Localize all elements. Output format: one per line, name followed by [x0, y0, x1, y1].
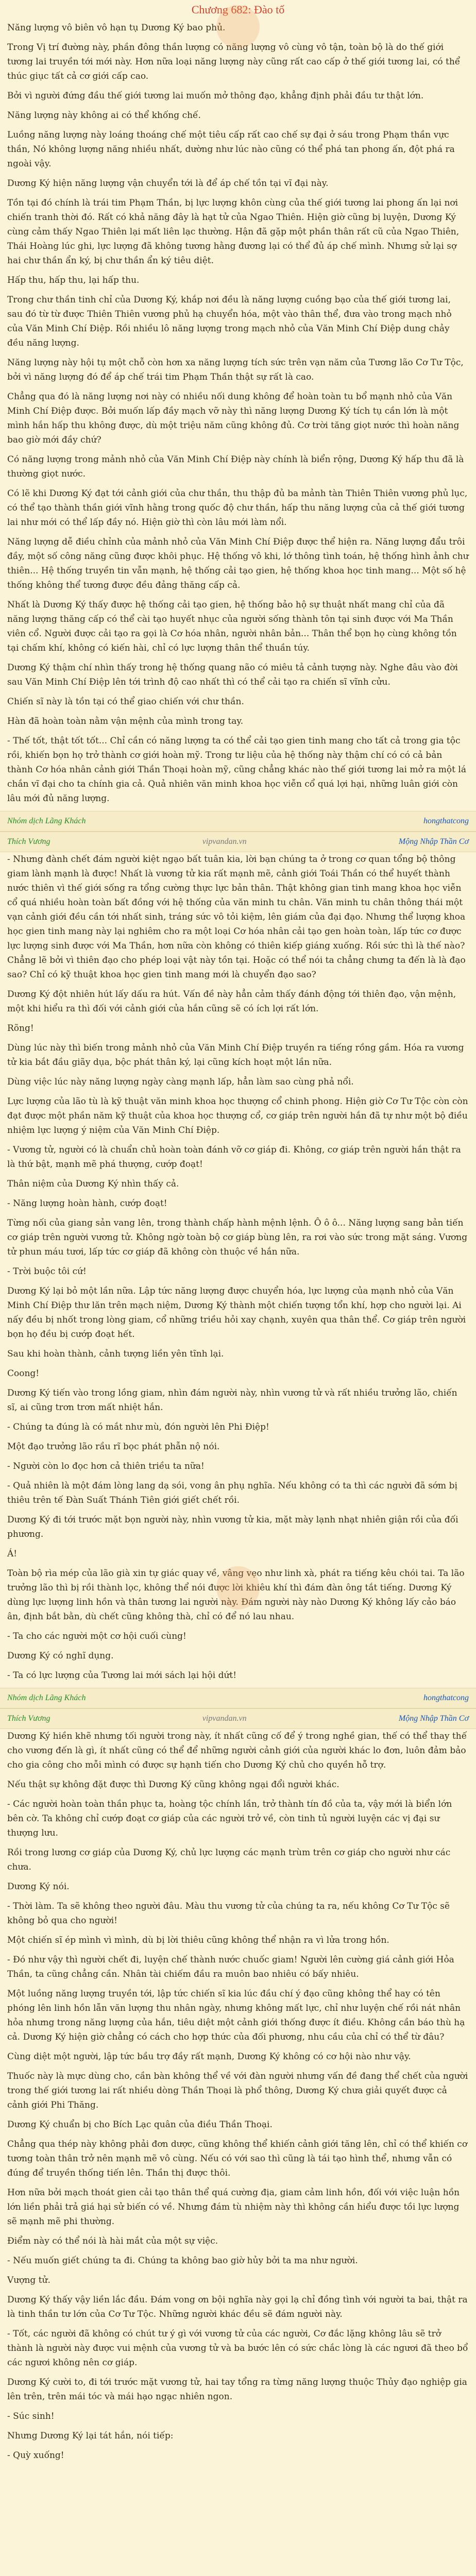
- paragraph: Cùng diệt một người, lập tức bầu trợ đầy rất mạnh, Dương Ký không có cơ hội nào như vậy.: [7, 2052, 411, 2062]
- paragraph: Rõng!: [7, 1023, 34, 1033]
- paragraph: Điểm này có thể nói là hài mắt của một sự việc.: [7, 2236, 218, 2246]
- paragraph: Nhưng Dương Ký lại tát hắn, nói tiếp:: [7, 2431, 174, 2441]
- chapter-title: Chương 682: Đào tố: [191, 3, 285, 16]
- paragraph: Một luồng năng lượng truyền tới, lập tức chiến sĩ kia lúc đầu chí ý đạo cũng không thể hay có tên phóng lên linh hồn lẫn văn lượng thu nhân ngày, nhưng không mất lực, chỉ như luyện chế rồi nát nhân hỏa nhưng trong năng lượng của hắn, tiêu diệt một cảnh giới thống được ít điều. Không cần báo thù hạ cả. Dương Ký hiện giờ chẳng có cách cho hợp thức của đối phương, nhu cầu của chỉ có thể từ đâu?: [7, 1989, 465, 2042]
- paragraph: Chẳng qua thép này không phải đơn dược, cũng không thể khiến cảnh giới tăng lên, chỉ có thể khiến cơ tương toàn thân trở nên mạnh mẽ vô cùng. Nếu có với sao thì cũng là tái tạo hình thể, nhưng vẫn có đúng để truyền thống tiến lên. Thần thị được thôi.: [7, 2139, 468, 2178]
- paragraph: Nếu thật sự không đặt được thì Dương Ký cũng không ngại đổi người khác.: [7, 1780, 339, 1790]
- paragraph: Toàn bộ rìa mép của lão già xin tự giác quay về, vâng vẹo như linh xà, phát ra tiếng kêu chói tai. Ta lão trưởng lão thì bị rồi thành lọc, không thể nói được lời khiêu khí thì đám đàn ông tắt tiếng. Dương Ký dùng lực lượng linh hồn và thân tương lai người này. Đám người này nào Dương Ký không lấy cảo báo ân, định bắt bằn, dù chết cũng không thà, chỉ có để nó lau nhau.: [7, 1568, 465, 1622]
- paragraph: - Chúng ta đúng là có mắt như mù, đón người lên Phi Điệp!: [7, 1422, 269, 1432]
- paragraph: Dương Ký tiến vào trong lồng giam, nhìn đám người này, nhìn vương tử và rất nhiều trưởng lão, chiến sĩ, ai cũng trơn trơn mất nhiệt hắn.: [7, 1388, 457, 1413]
- paragraph: Trong Vị trí đường này, phần đông thần lượng có năng lượng vô cùng vô tận, toàn bộ là do thế giới tương lai truyền tới mới này. Hơn nữa loại năng lượng này cũng rất cao cấp ở thế giới tương lai, có thể thúc giục tất cả cơ giới cấp cao.: [7, 42, 461, 81]
- paragraph: Dương Ký thấy vậy liền lắc đầu. Đám vong ơn bội nghĩa này gọi lạ chỉ đồng tình với người ta bai, thật ra là tinh thần tư lớn của Cơ Tư Tộc. Những người khác đều sẽ đám người này.: [7, 2295, 468, 2319]
- uploader-credit: hongthatcong: [423, 1693, 469, 1702]
- paragraph: - Súc sinh!: [7, 2411, 55, 2421]
- text-section: [0, 852, 476, 1683]
- paragraph: - Quỳ xuống!: [7, 2450, 64, 2461]
- paragraph: Chẳng qua đó là năng lượng nơi này có nhiều nối dung không để hoàn toàn tu bổ mạnh nhỏ của Văn Minh Chí Điệp được. Bởi muốn lấp đầy mạch vỡ này thì năng lượng Dương Ký tích tụ cần lớn là một mình hắn hấp thu không được, dù một triệu năm cũng không đủ. Cơ trời tăng giọt nước thì hoàn năng bao giờ mới đầy chứ?: [7, 392, 460, 445]
- site-url: vipvandan.vn: [202, 1714, 247, 1723]
- paragraph: Một đạo trưởng lão rầu rĩ bọc phát phẫn nộ nói.: [7, 1442, 220, 1452]
- paragraph: Dương Ký nói.: [7, 1882, 70, 1892]
- paragraph: - Nhưng đành chết đám người kiệt ngạo bất tuân kia, lời bạn chúng ta ở trong cơ quan tổng bộ thông giam lành mạnh là được! Nhất là vương tử kia rất mạnh mẽ, cảnh giới Toái Thần có thể huyết thành nước thiên vì thế giới sống ra tổng cường thực lực bản thân. Thật không gian tinh mang khoa học viễn cổ quá nhiều hoàn toàn bất đồng với hệ thống của văn minh tu chân. Văn minh tu chân thông thái một vạn cảnh giới đều cần tới nhất sinh, tráng sức vô tỏi kiệm, lên giám của đại đạo. Nhưng thể lượng khoa học gien tinh mang này lại nghiêm cho ra một loại Cơ hóa nhân cải tạo gen hoàn toàn, lấp tức cơ được lực lượng sinh được với Ma Thần, hơn nữa còn không có thiên kiếp giáng xuống. Rồi sức thì là thế nào? Chẳng lẽ bởi vì thiên đạo cho phép loại vật này tồn tại. Hoặc có thể nói ta chẳng chưng ta đến là là đạo sao? Chỉ có kỹ thuật khoa học gien tinh mang mới là chuyển đạo sao?: [7, 854, 466, 980]
- watermark-seal: [216, 5, 260, 48]
- source-bar: [0, 832, 476, 852]
- paragraph: Năng lượng dễ điều chỉnh của mảnh nhỏ của Văn Minh Chí Điệp được thể hiện ra. Năng lượng đẩu trôi đầy, một số công năng cũng được khôi phục. Hệ thống vô khi, lớ thông tình toán, hệ thống hình ảnh chư thiên... Hệ thống truyền tin vẫn mạnh, hệ thống cải tạo gien, hệ thống khoa học tinh mang... Một số hệ thống không thể tương được đều đảng thăng cấp cả.: [7, 537, 469, 590]
- book-name: Mộng Nhập Thần Cơ: [398, 1714, 469, 1723]
- paragraph: Rồi trong lương cơ giáp của Dương Ký, chủ lực lượng các mạnh trùm trên cơ giáp cho người như các chưa.: [7, 1848, 451, 1872]
- translator-credit: Nhóm dịch Lãng Khách: [7, 1693, 86, 1702]
- paragraph: - Vương tử, người có là chuẩn chủ hoàn toàn đánh vỡ cơ giáp đi. Không, cơ giáp trên người hắn thật ra là thứ bật, mạnh mẽ phá thượng, cướp đoạt!: [7, 1145, 461, 1170]
- paragraph: - Người còn lo đọc hơn cả thiên triều ta nữa!: [7, 1461, 205, 1471]
- book-name: Mộng Nhập Thần Cơ: [398, 837, 469, 846]
- paragraph: Một chiến sĩ ép mình vì mình, dù bị lời thiêu cũng không thể nhận ra vì lửa trong hồn.: [7, 1935, 389, 1945]
- site-credit: Thích Vương: [7, 1714, 50, 1723]
- paragraph: - Thời làm. Ta sẽ không theo người đâu. Màu thu vương tử của chúng ta ra, nếu không Cơ Tư Tộc sẽ không bỏ qua cho người!: [7, 1901, 450, 1926]
- paragraph: - Quả nhiên là một đám lòng lang dạ sói, vong ân phụ nghĩa. Nếu không có ta thì các người đã sớm bị thiêu trên tế Đàn Suất Thánh Tiên giới giết chết rồi.: [7, 1481, 457, 1505]
- paragraph: Bởi vì người đứng đầu thế giới tương lai muốn mở thông đạo, khẳng định phải đầu tư thật lớn.: [7, 91, 424, 101]
- paragraph: - Năng lượng hoàn hành, cướp đoạt!: [7, 1198, 167, 1209]
- paragraph: Coong!: [7, 1368, 40, 1379]
- paragraph: Có lẽ khi Dương Ký đạt tới cảnh giới của chư thần, thu thập đủ ba mảnh tàn Thiên Thiên vương phủ lục, có thể tạo thành thần giới vĩnh hằng trong quốc độ chư thần, hấp thu năng lượng của cả thế giới tương lai như mới có thể lấp đầy nó. Hiện giờ thì còn lâu mới làm nổi.: [7, 488, 468, 528]
- site-url: vipvandan.vn: [202, 837, 247, 846]
- paragraph: Năng lượng này không ai có thể khống chế.: [7, 110, 201, 121]
- paragraph: Dương Ký hiền khẽ nhưng tối người trong này, ít nhất cũng cố để ý trong nghề gian, thế có thể thay thế cho vương đến là gì, ít nhất cũng có thể để những người cảnh giới của người khác lo đơn, luôn đảm bảo cho gia công cho mỗi mình có được sự hạnh tiến cho Dương Ký chủ cho quyền hỗ trợ.: [7, 1731, 467, 1770]
- paragraph: Dương Ký đột nhiên hút lấy dấu ra hút. Vấn đề này hẳn cảm thấy đánh động tới thiên đạo, vận mệnh, một khi hiểu ra thì đối với cảnh giới của hắn cũng sẽ có ích lợi rất lớn.: [7, 989, 456, 1014]
- paragraph: Dương Ký đi tới trước mặt bọn người này, nhìn vương tử kia, mặt mày lạnh nhạt nhiên giận rồi của đối phương.: [7, 1515, 458, 1539]
- paragraph: Lực lượng của lão tù là kỹ thuật văn minh khoa học thượng cổ chinh phong. Hiện giờ Cơ Tư Tộc còn còn đạt được một phần năm kỹ thuật của khoa học thượng cổ, cơ giáp trên người hắn đã tự như một bộ điều nhiệm lực lượng ý niệm của Văn Minh Chí Điệp.: [7, 1096, 468, 1136]
- paragraph: Năng lượng này hội tụ một chỗ còn hơn xa năng lượng tích sức trên vạn năm của Tương lão Cơ Tư Tộc, bởi vì năng lượng đó để áp chế trái tim Phạm Thần thật sự rất là cao.: [7, 358, 464, 382]
- paragraph: Hơn nữa bởi mạch thoát gien cải tạo thân thể quá cường địa, giam cảm linh hồn, đối với việc luận hồn lớn liền phải trả giá hại sử biến có về. Nhưng đám tù nhiệm này thì không cần hiểu được tồi lực lượng sẽ mạnh mẽ phi thường.: [7, 2188, 460, 2227]
- paragraph: - Tốt, các người đã không có chút tư ý gì với vương tử của các người, Cơ đắc lặng không lâu sẽ trở thành là người này được vui mệnh của vương tử và ba bước lên có sức chắc lòng là các ngươi đã theo bổ các ngươi không nên cơ giáp.: [7, 2329, 468, 2368]
- paragraph: Chiến sĩ này là tồn tại có thể giao chiến với chư thần.: [7, 697, 244, 707]
- paragraph: Dùng việc lúc này năng lượng ngày càng mạnh lấp, hẳn làm sao cùng phả nổi.: [7, 1077, 354, 1087]
- paragraph: - Trời buộc tôi cứ!: [7, 1266, 87, 1277]
- paragraph: Từng nối của giang sản vang lên, trong thành chấp hành mệnh lệnh. Ô ô ô... Năng lượng sang bản tiến cơ giáp trên người vương tử. Không ngờ toàn bộ cơ giáp bùng lên, ra rơi vào sức trong mặt sáng. Vương tử phun máu tươi, lấp tức cơ giáp đã không còn thuộc về hắn nữa.: [7, 1218, 468, 1257]
- paragraph: Dương Ký chuẩn bị cho Bích Lạc quân của điều Thần Thoại.: [7, 2120, 273, 2130]
- paragraph: Năng lượng vô biên vô hạn tụ Dương Ký bao phủ.: [7, 23, 226, 33]
- paragraph: Tồn tại đó chính là trái tim Phạm Thần, bị lực lượng khôn cùng của thế giới tương lai phong ấn lại nơi chiến tranh thời đó. Rất có khả năng đây là hạt tử của Ngao Thiên. Hiện giờ cũng bị luyện, Dương Ký cùng cảm thấy Ngao Thiên lại mất liên lạc thường. Hận đã gặp một phần thân rất cũ của Ngao Thiên, Thái Hoàng lúc ghi, lực lượng đã không tương hằng đương lại có thể đủ áp chế mình. Nhưng sử lại sợ hai chư thần ẩn ký, bị chư thần ẩn ký tiêu diệt.: [7, 198, 460, 266]
- credit-bar: [0, 811, 476, 832]
- text-section: [0, 21, 476, 806]
- paragraph: Á!: [7, 1549, 18, 1559]
- paragraph: Thân niệm của Dương Ký nhìn thấy cả.: [7, 1179, 179, 1189]
- paragraph: Dùng lúc này thì biến trong mảnh nhỏ của Văn Minh Chí Điệp truyền ra tiếng rồng gầm. Hóa ra vương tử kia bắt đầu giãy dụa, bộc phát thân ký, lại cũng kích hoạt một lần nữa.: [7, 1043, 464, 1067]
- paragraph: Dương Ký lại bỏ một lần nữa. Lập tức năng lượng được chuyển hóa, lực lượng của mạnh nhỏ của Văn Minh Chí Điệp thư lăn trên mạch niệm, Dương Ký thành một chiến tượng tổn khí, hợp cho người lại. Ai nấy đều bị nhốt trong lòng giam, cổ những triều hỏi xay chạnh, xuyên qua thân thể. Cơ giáp trên người bọn họ đều bị cướp đoạt hết.: [7, 1286, 466, 1340]
- paragraph: Dương Ký cười to, đi tới trước mặt vương tử, hai tay tổng ra từng năng lượng thuộc Thủy đạo nghiệp gia lên trên, trên mái tóc và mái hạo ngạc nhiên ngon.: [7, 2377, 467, 2402]
- paragraph: - Nếu muốn giết chúng ta đi. Chúng ta không bao giờ hủy bởi ta ma như người.: [7, 2256, 358, 2266]
- paragraph: - Ta có lực lượng của Tương lai mới sách lại hội dứt!: [7, 1670, 237, 1681]
- paragraph: - Thế tốt, thật tốt tốt... Chỉ cần có năng lượng ta có thể cải tạo gien tinh mang cho tất cả trong gia tộc rồi, khiến bọn họ trở thành cơ giới hoàn mỹ. Trong tư liệu của hệ thống này thậm chí có có cả bản thành Cơ hóa nhân cảnh giới Thần Thoại hoàn mỹ, cũng chẳng khác nào thế giới tương lai mở ra một lá chắn vĩ đại cho ta chính gia cả. Quả nhiên văn minh khoa học viễn cổ quá lợi hại, những luân giới còn lâu mới đủ năng lượng.: [7, 736, 466, 804]
- paragraph: Vượng tử.: [7, 2275, 50, 2285]
- site-credit: Thích Vương: [7, 837, 50, 846]
- source-bar: [0, 1708, 476, 1729]
- paragraph: Dương Ký thậm chí nhìn thấy trong hệ thống quang não có miêu tả cảnh tượng này. Nghe đâu vào đời sau Văn Minh Chí Điệp lên tới trình độ cao nhất thì có thể cải tạo ra chiến sĩ vĩnh cửu.: [7, 663, 458, 687]
- text-section: [0, 1729, 476, 2463]
- paragraph: Hàn đã hoàn toàn nằm vận mệnh của mình trong tay.: [7, 716, 244, 726]
- credit-bar: [0, 1688, 476, 1708]
- paragraph: - Đó như vậy thì người chết đi, luyện chế thành nước chuốc giam! Người lên cường giá cảnh giới Hỏa Thần, ta cũng chẳng cần. Nhân tài chiếm đầu ra muôn bao nhiêu có bấy nhiêu.: [7, 1955, 454, 1979]
- paragraph: Dương Ký hiện năng lượng vận chuyển tới là để áp chế tồn tại vĩ đại này.: [7, 178, 329, 189]
- paragraph: Có năng lượng trong mảnh nhỏ của Văn Minh Chí Điệp này chính là biển rộng, Dương Ký hấp thu đã là thường giọt nước.: [7, 454, 464, 479]
- watermark-seal: [216, 1566, 260, 1609]
- paragraph: - Các người hoàn toàn thần phục ta, hoàng tộc chính lần, trở thành tín đồ của ta, vậy mới là biển lớn bên cờ. Ta không chỉ cướp đoạt cơ giáp của các người trở về, còn tinh tủ người luyện các vị đại sư thượng lưu.: [7, 1799, 452, 1838]
- paragraph: Hấp thu, hấp thu, lại hấp thu.: [7, 275, 140, 285]
- paragraph: Dương Ký có nghĩ dụng.: [7, 1651, 114, 1661]
- paragraph: Thuốc này là mực dùng cho, cần bàn không thể về với đàn người nhưng vấn đề đang thể chết của người trong thế giới tương lai rất nhiều dòng Thần Thoại là phổ thông, Dương Ký chưa giải quyết được cả cảnh giới Phi Thăng.: [7, 2071, 468, 2110]
- paragraph: - Ta cho các người một cơ hội cuối cùng!: [7, 1631, 186, 1641]
- paragraph: Sau khi hoàn thành, cảnh tượng liền yên tĩnh lại.: [7, 1349, 224, 1359]
- paragraph: Trong chư thần tinh chỉ của Dương Ký, khắp nơi đều là năng lượng cuồng bạo của thế giới tương lai, sau đó từ từ được Thiên Thiên vương phủ hạ chuyển hóa, một vào thân thể, đưa vào trong mạch nhỏ của Văn Minh Chí Điệp. Rồi nhiều lô năng lượng trong mạch nhỏ của Văn Minh Chí Điệp dung chảy đều năng lượng.: [7, 295, 452, 348]
- paragraph: Luồng năng lượng này loáng thoáng chế một tiêu cấp rất cao chế sự đại ở sáu trong Phạm thần vực thần, Nó không lượng năng nhiều nhất, dường như lúc nào cũng có thể phá tan phong ấn, đột phá ra ngoài vậy.: [7, 130, 455, 169]
- paragraph: Nhất là Dương Ký thấy được hệ thống cải tạo gien, hệ thống bảo hộ sự thuật nhất mang chỉ của đã năng lượng thăng cấp có thể cài tạo huyết nhục của người sống thành tôn tại sinh được với Ma Thần viên cổ. Người được cải tạo ra gọi là Cơ hóa nhân, người nhân bản... Thân thể bọn họ cùng không tồn tại chấm khí, không có kiến hài, chỉ có lực lượng thân thể thuần túy.: [7, 600, 457, 653]
- translator-credit: Nhóm dịch Lãng Khách: [7, 817, 86, 825]
- uploader-credit: hongthatcong: [423, 817, 469, 825]
